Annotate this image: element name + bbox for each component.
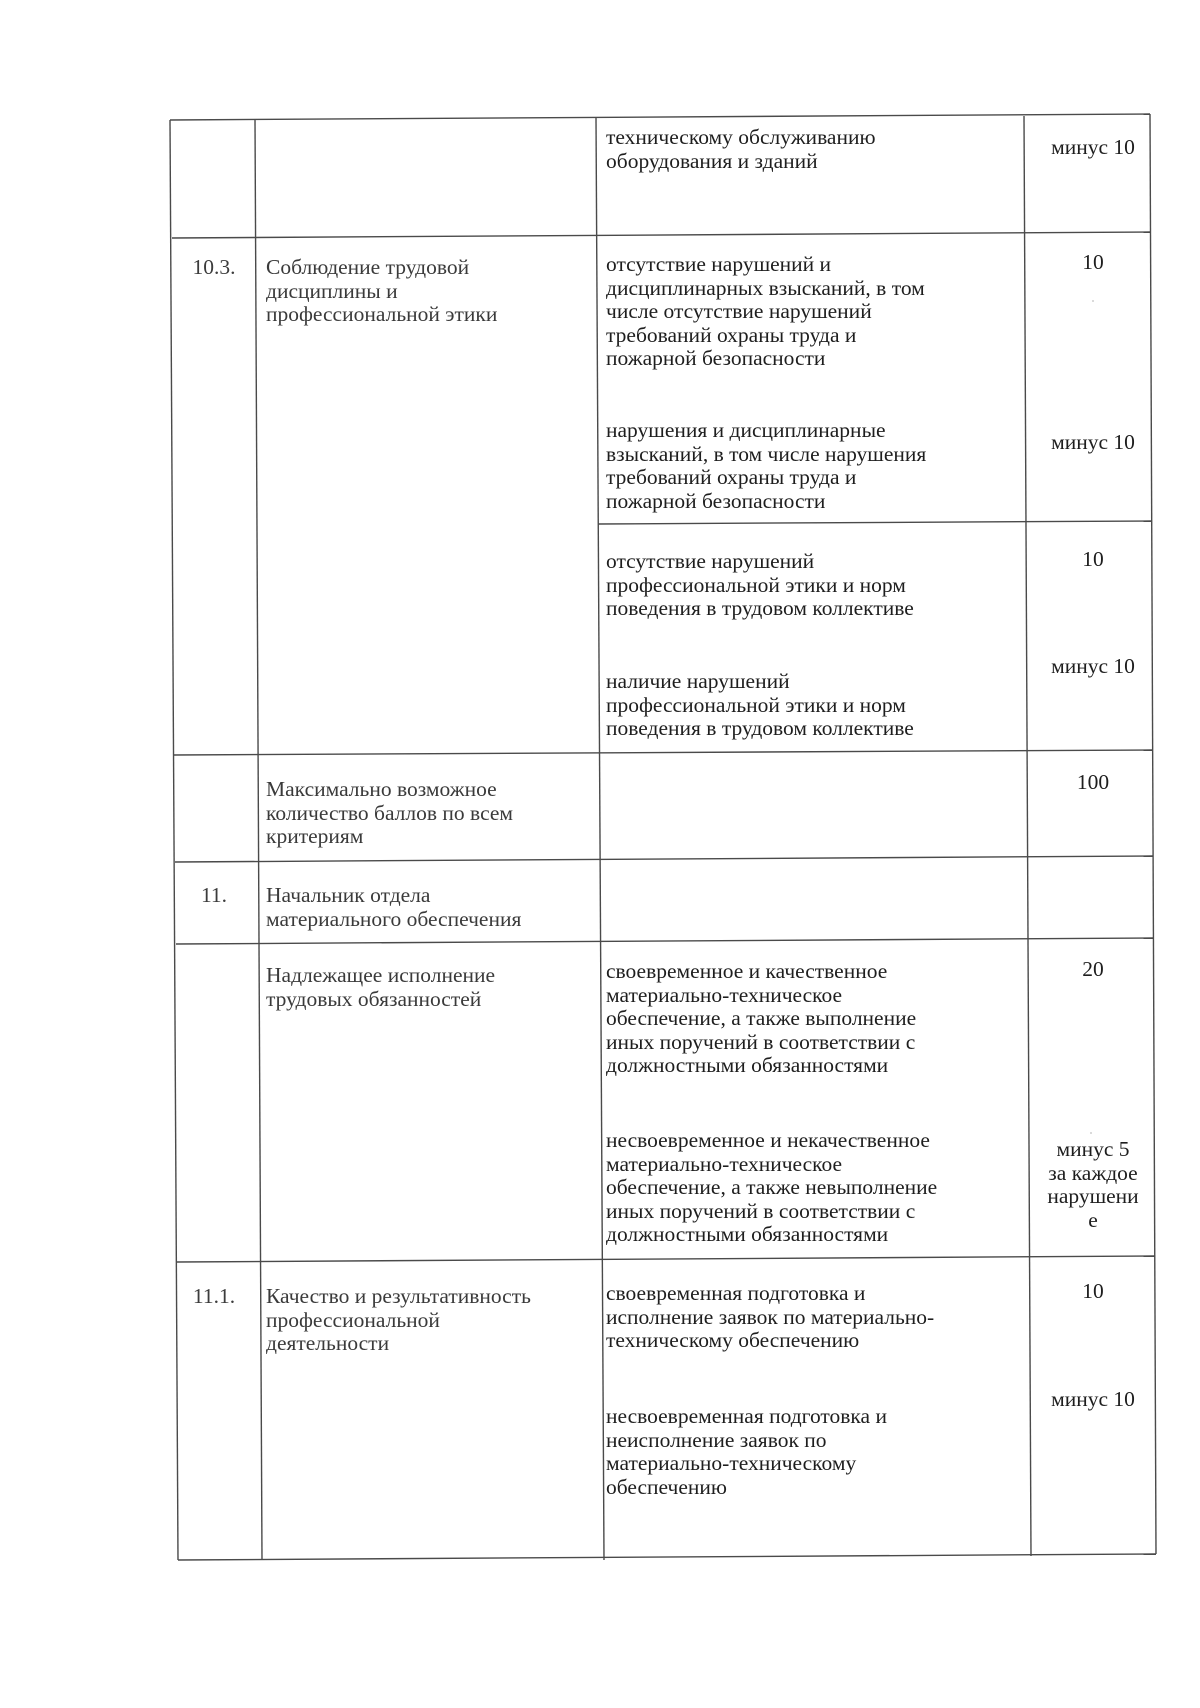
indicator-score: минус 10	[1051, 1387, 1135, 1411]
criterion-text: Надлежащее исполнение трудовых обязанностей	[266, 963, 496, 1011]
indicator-score: 100	[1076, 770, 1110, 794]
indicator-text: своевременная подготовка и исполнение заявок по материально- техническому обеспечению	[606, 1281, 935, 1352]
criterion-text: Максимально возможное количество баллов по всем критериям	[266, 777, 514, 848]
row-number: 10.3.	[192, 255, 236, 279]
grid-row-line-1	[172, 232, 1151, 238]
indicator-score: минус 10	[1051, 135, 1135, 159]
indicator-score: минус 5 за каждое нарушени е	[1047, 1137, 1139, 1232]
row-number: 11.	[200, 883, 228, 907]
indicator-text: нарушения и дисциплинарные взысканий, в том числе нарушения требований охраны труда и пожарной безопасности	[606, 418, 927, 513]
indicator-score: минус 10	[1051, 430, 1135, 454]
grid-right-border	[1150, 114, 1156, 1554]
grid-left-border	[170, 120, 178, 1560]
indicator-text: отсутствие нарушений профессиональной этики и норм поведения в трудовом коллективе	[606, 549, 914, 620]
indicator-text: несвоевременная подготовка и неисполнение заявок по материально-техническому обеспечению	[606, 1404, 887, 1499]
indicator-score: 20	[1082, 957, 1104, 981]
indicator-score: 10	[1082, 547, 1104, 571]
indicator-score: 10	[1082, 250, 1104, 274]
indicator-score: минус 10	[1051, 654, 1135, 678]
grid-row-line-3	[174, 750, 1153, 755]
indicator-text: отсутствие нарушений и дисциплинарных взысканий, в том числе отсутствие нарушений требований охраны труда и пожарной безопасности	[606, 252, 925, 370]
grid-col-divider-1	[255, 120, 262, 1560]
grid-row-line-2	[598, 521, 1152, 524]
criterion-text: Соблюдение трудовой дисциплины и профессиональной этики	[266, 255, 498, 326]
grid-row-line-5	[176, 938, 1154, 944]
indicator-text: наличие нарушений профессиональной этики и норм поведения в трудовом коллективе	[606, 669, 914, 740]
scan-speck	[1090, 1132, 1092, 1134]
criterion-text: Качество и результативность профессиональной деятельности	[266, 1284, 531, 1355]
criterion-text: Начальник отдела материального обеспечения	[266, 883, 522, 931]
grid-top-border	[170, 114, 1150, 120]
indicator-score: 10	[1082, 1279, 1104, 1303]
scan-speck	[1092, 300, 1094, 302]
grid-row-line-6	[177, 1256, 1155, 1262]
indicator-text: своевременное и качественное материально-техническое обеспечение, а также выполнение иных поручений в соответствии с должностными обязанностями	[606, 959, 917, 1077]
grid-bottom-border	[178, 1554, 1156, 1560]
indicator-text: техническому обслуживанию оборудования и зданий	[606, 125, 876, 173]
grid-row-line-4	[175, 856, 1153, 862]
indicator-text: несвоевременное и некачественное материально-техническое обеспечение, а также невыполнение иных поручений в соответствии с должностными обязанностями	[606, 1128, 938, 1246]
row-number: 11.1.	[192, 1284, 236, 1308]
